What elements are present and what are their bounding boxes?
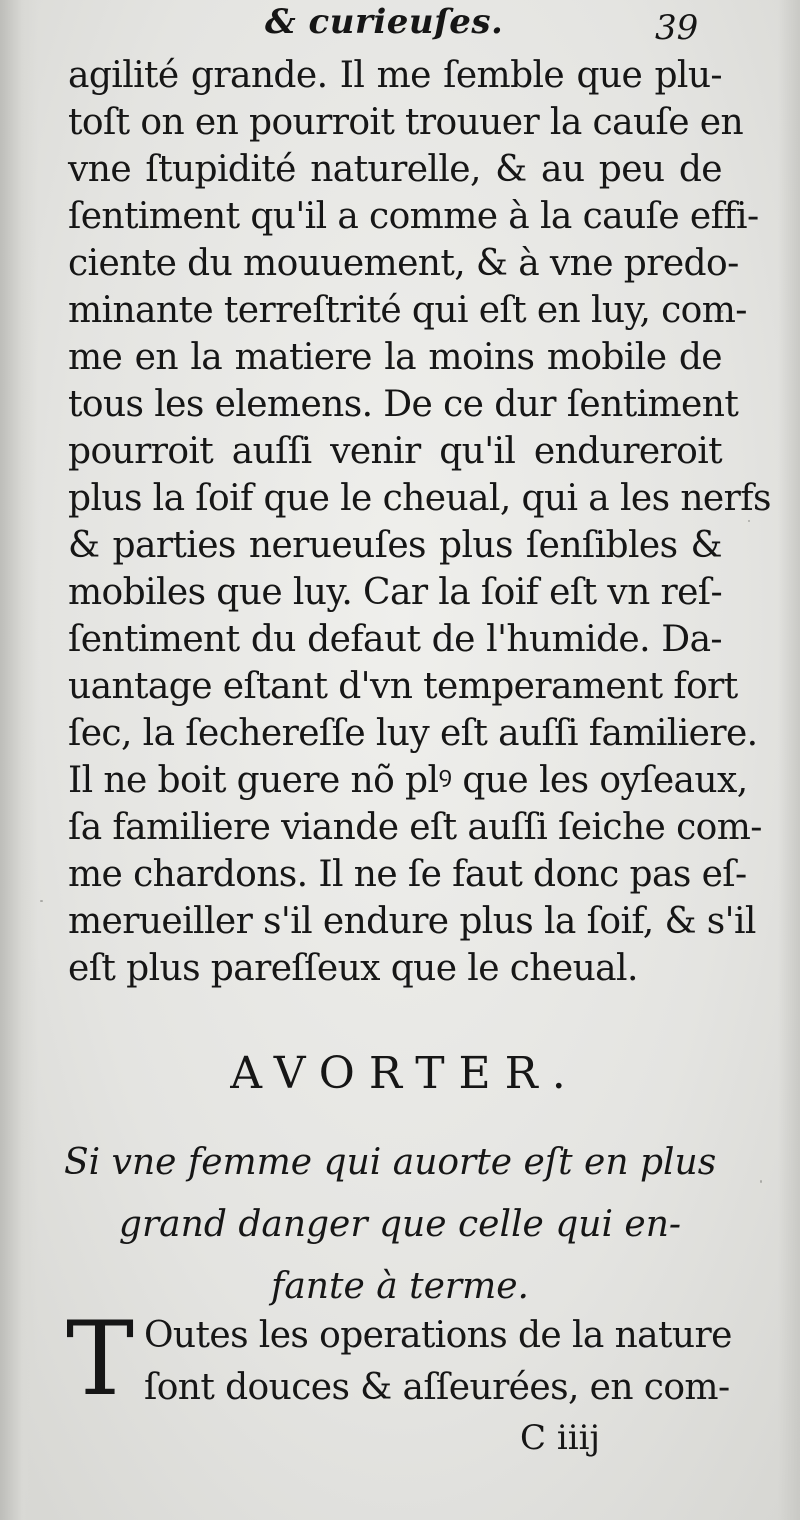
section-question	[60, 1132, 740, 1318]
drop-cap: T	[66, 1300, 135, 1419]
question-line: fante à terme.	[271, 1266, 529, 1307]
text-line: Outes les operations de la nature	[144, 1315, 732, 1356]
text-line: Il ne boit guere nõ plꝰ que les oyſeaux,	[68, 760, 748, 801]
question-line: grand danger que celle qui en-	[118, 1204, 682, 1245]
text-line: minante terreſtrité qui eſt en luy, com-	[68, 290, 747, 331]
text-line: toſt on en pourroit trouuer la cauſe en	[68, 102, 744, 143]
text-line: vne ſtupidité naturelle, & au peu de	[68, 149, 722, 190]
paragraph-lines	[144, 1310, 732, 1414]
page-number: 39	[655, 8, 699, 48]
gutter-shadow	[0, 0, 38, 1520]
paper-speck	[748, 520, 750, 522]
text-line: me en la matiere la moins mobile de	[68, 337, 722, 378]
text-line: pourroit auſſi venir qu'il endureroit	[68, 431, 722, 472]
text-line: eſt plus pareſſeux que le cheual.	[68, 948, 638, 989]
running-title: & curieuſes.	[265, 2, 504, 42]
text-line: ſont douces & aſſeurées, en com-	[144, 1367, 730, 1408]
text-line: ſa familiere viande eſt auſſi ſeiche com-	[68, 807, 762, 848]
text-line: agilité grande. Il me ſemble que plu-	[68, 55, 722, 96]
running-head	[255, 0, 735, 52]
body-text	[68, 52, 771, 992]
text-line: & parties nerueuſes plus ſenſibles &	[68, 525, 722, 566]
paper-speck	[760, 1180, 762, 1183]
text-line: ſentiment du defaut de l'humide. Da-	[68, 619, 722, 660]
text-line: uantage eſtant d'vn temperament fort	[68, 666, 738, 707]
text-line: tous les elemens. De ce dur ſentiment	[68, 384, 739, 425]
paper-speck	[40, 900, 43, 902]
question-line: Si vne femme qui auorte eſt en plus	[64, 1142, 717, 1183]
opening-paragraph	[66, 1300, 732, 1430]
text-line: ſec, la ſechereſſe luy eſt auſſi familiere.	[68, 713, 758, 754]
text-line: ciente du mouuement, & à vne predo-	[68, 243, 739, 284]
page-edge-shadow	[778, 0, 800, 1520]
text-line: ſentiment qu'il a comme à la cauſe effi-	[68, 196, 759, 237]
signature-mark: C iiij	[520, 1418, 600, 1458]
text-line: me chardons. Il ne ſe faut donc pas eſ-	[68, 854, 747, 895]
text-line: merueiller s'il endure plus la ſoif, & s'il	[68, 901, 756, 942]
text-line: mobiles que luy. Car la ſoif eſt vn reſ-	[68, 572, 723, 613]
text-line: plus la ſoif que le cheual, qui a les nerfs	[68, 478, 771, 519]
section-heading: AVORTER.	[230, 1048, 580, 1099]
